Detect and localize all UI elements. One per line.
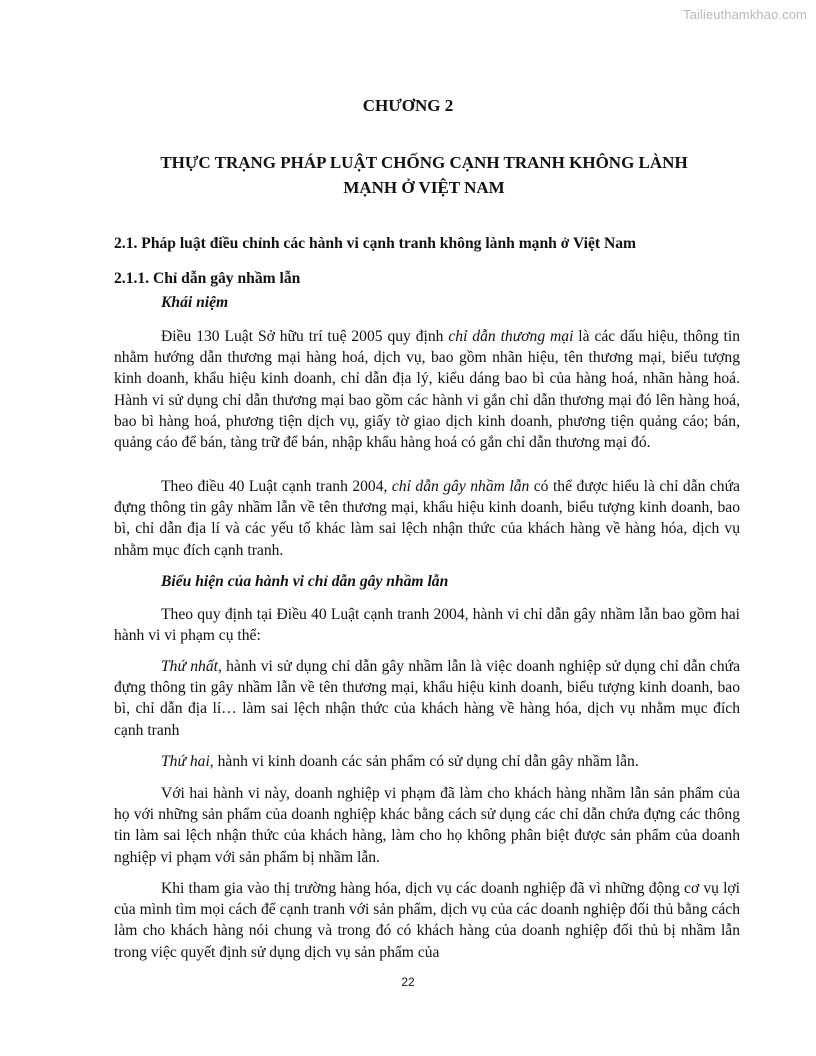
paragraph-misleading-definition [114,476,740,561]
paragraph-misleading-text-1: Theo điều 40 Luật cạnh tranh 2004, [161,478,392,495]
paragraph-regulation: Theo quy định tại Điều 40 Luật cạnh tranh 2004, hành vi chỉ dẫn gây nhầm lẫn bao gồm hai hành vi vi phạm cụ thể: [114,606,740,645]
paragraph-definition-emphasis: chỉ dẫn thương mại [448,328,574,345]
paragraph-second-act-emphasis: Thứ hai, [161,753,214,770]
page-number: 22 [401,975,415,989]
chapter-title [110,150,738,200]
paragraph-misleading-emphasis: chỉ dẫn gây nhầm lẫn [391,478,530,495]
paragraph-first-act-emphasis: Thứ nhất, [161,658,222,675]
paragraph-definition-text-1: Điều 130 Luật Sở hữu trí tuệ 2005 quy định [161,328,449,345]
watermark: Tailieuthamkhao.com [682,7,807,22]
paragraph-definition [114,326,740,453]
paragraph-consequence: Với hai hành vi này, doanh nghiệp vi phạm đã làm cho khách hàng nhầm lẫn sản phẩm của họ với những sản phẩm của doanh nghiệp khác bằng cách sử dụng các chỉ dẫn chứa đựng các thông tin làm sai lệch nhận thức của khách hàng, làm cho họ không phân biệt được sản phẩm của doanh nghiệp vi phạm với sản phẩm bị nhầm lẫn. [114,785,740,866]
chapter-heading: CHƯƠNG 2 [362,96,454,115]
chapter-title-line-1: THỰC TRẠNG PHÁP LUẬT CHỐNG CẠNH TRANH KHÔNG LÀNH [160,153,688,172]
chapter-title-line-2: MẠNH Ở VIỆT NAM [343,178,505,197]
concept-heading: Khái niệm [161,294,229,311]
paragraph-definition-text-2: là các dấu hiệu, thông tin nhằm hướng dẫn thương mại hàng hoá, dịch vụ, bao gồm nhãn hiệu, tên thương mại, biểu tượng kinh doanh, khẩu hiệu kinh doanh, chỉ dẫn địa lý, kiểu dáng bao bì của hàng hoá, nhãn hàng hoá. Hành vi sử dụng chỉ dẫn thương mại bao gồm các hành vi gắn chỉ dẫn thương mại đó lên hàng hoá, bao bì hàng hoá, phương tiện dịch vụ, giấy tờ giao dịch kinh doanh, phương tiện quảng cáo; bán, quảng cáo để bán, tàng trữ để bán, nhập khẩu hàng hoá có gắn chỉ dẫn thương mại đó. [114,328,741,452]
manifestation-heading: Biểu hiện của hành vi chỉ dẫn gây nhầm lẫn [161,573,449,590]
paragraph-first-act [114,656,740,741]
subsection-heading: 2.1.1. Chỉ dẫn gây nhầm lẫn [114,270,301,287]
paragraph-misleading-text-2: có thể được hiểu là chỉ dẫn chứa đựng thông tin gây nhầm lẫn về tên thương mại, khẩu hiệu kinh doanh, biểu tượng kinh doanh, bao bì, chỉ dẫn địa lí và các yếu tố khác làm sai lệch nhận thức của khách hàng về hàng hóa, dịch vụ nhằm mục đích cạnh tranh. [114,478,740,559]
paragraph-second-act [114,751,740,772]
paragraph-market: Khi tham gia vào thị trường hàng hóa, dịch vụ các doanh nghiệp đã vì những động cơ vụ lợi của mình tìm mọi cách để cạnh tranh với sản phẩm, dịch vụ của các doanh nghiệp đối thủ bằng cách làm cho khách hàng nói chung và trong đó có khách hàng của doanh nghiệp đối thủ bị nhầm lẫn trong việc quyết định sử dụng dịch vụ sản phẩm của [114,880,740,961]
section-heading: 2.1. Pháp luật điều chỉnh các hành vi cạnh tranh không lành mạnh ở Việt Nam [114,235,637,252]
paragraph-first-act-text: hành vi sử dụng chỉ dẫn gây nhầm lẫn là việc doanh nghiệp sử dụng chỉ dẫn chứa đựng thông tin gây nhầm lẫn về tên thương mại, khẩu hiệu kinh doanh, biểu tượng kinh doanh, bao bì, chỉ dẫn địa lí… làm sai lệch nhận thức của khách hàng về hàng hóa, dịch vụ nhằm mục đích cạnh tranh [114,658,740,739]
paragraph-second-act-text: hành vi kinh doanh các sản phẩm có sử dụng chỉ dẫn gây nhầm lẫn. [213,753,639,770]
